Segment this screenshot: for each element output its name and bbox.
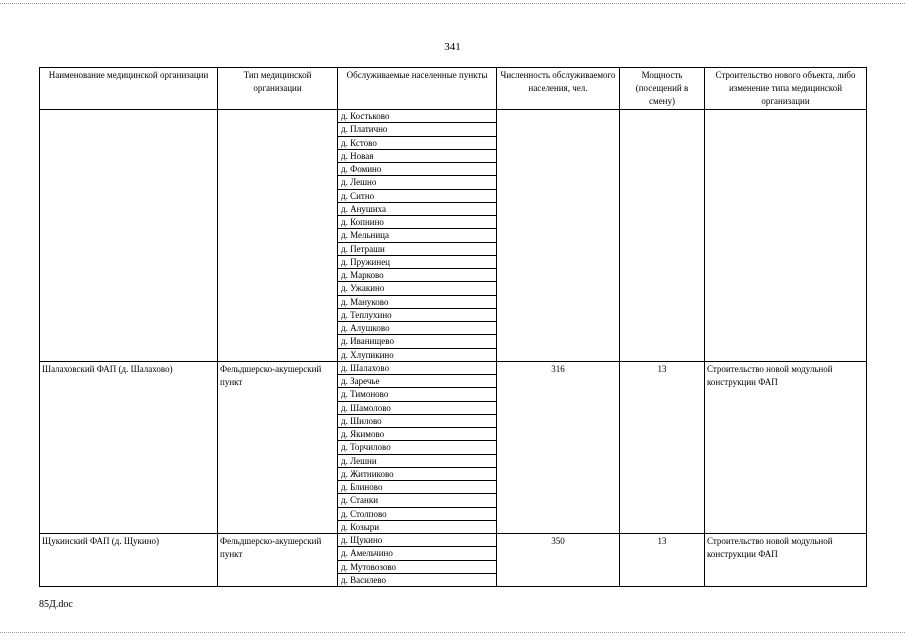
locality-item: д. Станки <box>338 494 496 507</box>
header-org-type: Тип медицинской организации <box>218 68 338 110</box>
table-row <box>40 534 867 587</box>
localities-cell <box>338 110 497 362</box>
table-row <box>40 110 867 362</box>
header-construction: Строительство нового объекта, либо изменение типа медицинской организации <box>705 68 867 110</box>
construction-cell: Строительство новой модульной конструкции ФАП <box>705 361 867 533</box>
scan-border-bottom <box>0 632 905 633</box>
footer-filename: 85Д.doc <box>39 599 73 610</box>
locality-item: д. Шамолово <box>338 402 496 415</box>
locality-item: д. Костьково <box>338 110 496 123</box>
locality-item: д. Копнино <box>338 216 496 229</box>
facilities-table <box>39 67 867 587</box>
org-name-cell <box>40 110 218 362</box>
locality-item: д. Заречье <box>338 375 496 388</box>
construction-cell: Строительство новой модульной конструкции ФАП <box>705 534 867 587</box>
locality-item: д. Петраши <box>338 243 496 256</box>
population-cell: 350 <box>497 534 620 587</box>
table-header-row <box>40 68 867 110</box>
locality-item: д. Мельница <box>338 229 496 242</box>
locality-item: д. Кстово <box>338 137 496 150</box>
locality-item: д. Козыри <box>341 521 380 532</box>
locality-item: д. Житниково <box>338 468 496 481</box>
scan-border-top <box>0 3 905 4</box>
locality-item: д. Марково <box>338 269 496 282</box>
locality-item: д. Лешно <box>338 176 496 189</box>
table-row <box>40 361 867 533</box>
population-cell: 316 <box>497 361 620 533</box>
locality-item: д. Амельчино <box>338 547 496 560</box>
locality-item: д. Теплухино <box>338 309 496 322</box>
locality-item: д. Тимоново <box>338 388 496 401</box>
locality-item: д. Алушково <box>338 322 496 335</box>
locality-item: д. Платично <box>338 123 496 136</box>
locality-item: д. Лешни <box>338 455 496 468</box>
locality-item: д. Мануково <box>338 296 496 309</box>
locality-item: д. Шалахово <box>338 362 496 375</box>
locality-item: д. Столпово <box>338 508 496 521</box>
locality-item: д. Хлупикино <box>341 349 394 360</box>
locality-item: д. Пружинец <box>338 256 496 269</box>
localities-cell <box>338 534 497 587</box>
locality-item: д. Ужакино <box>338 282 496 295</box>
population-cell <box>497 110 620 362</box>
locality-item: д. Щукино <box>338 534 496 547</box>
capacity-cell: 13 <box>620 534 705 587</box>
locality-item: д. Якимово <box>338 428 496 441</box>
header-population: Численность обслуживаемого населения, чел. <box>497 68 620 110</box>
locality-item: д. Блиново <box>338 481 496 494</box>
locality-item: д. Шилово <box>338 415 496 428</box>
locality-item: д. Иванищево <box>338 335 496 348</box>
locality-item: д. Ситно <box>338 190 496 203</box>
locality-item: д. Новая <box>338 150 496 163</box>
org-type-cell <box>218 110 338 362</box>
locality-item: д. Фомино <box>338 163 496 176</box>
capacity-cell <box>620 110 705 362</box>
table-body <box>40 110 867 587</box>
localities-cell <box>338 361 497 533</box>
locality-item: д. Анушиха <box>338 203 496 216</box>
header-org-name: Наименование медицинской организации <box>40 68 218 110</box>
page-number: 341 <box>444 41 461 53</box>
capacity-cell: 13 <box>620 361 705 533</box>
construction-cell <box>705 110 867 362</box>
header-capacity: Мощность (посещений в смену) <box>620 68 705 110</box>
locality-item: д. Мутовозово <box>338 561 496 574</box>
locality-item: д. Василево <box>341 574 387 585</box>
org-type-cell: Фельдшерско-акушерский пункт <box>218 361 338 533</box>
org-name-cell: Щукинский ФАП (д. Щукино) <box>40 534 218 587</box>
org-name-cell: Шалаховский ФАП (д. Шалахово) <box>40 361 218 533</box>
org-type-cell: Фельдшерско-акушерский пункт <box>218 534 338 587</box>
locality-item: д. Торчилово <box>338 441 496 454</box>
header-localities: Обслуживаемые населенные пункты <box>338 68 497 110</box>
